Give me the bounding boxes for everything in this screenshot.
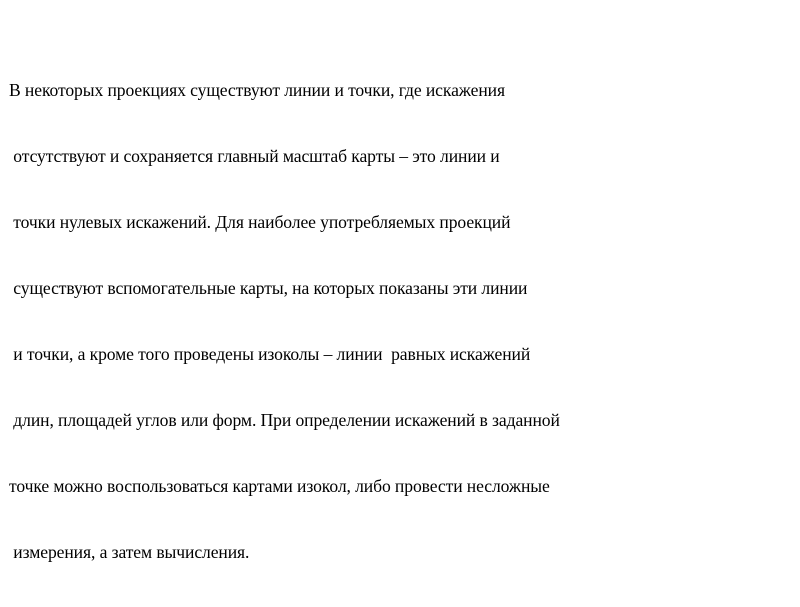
text-line: точке можно воспользоваться картами изокол, либо провести несложные (9, 476, 550, 496)
text-line: точки нулевых искажений. Для наиболее употребляемых проекций (9, 212, 511, 232)
text-line: длин, площадей углов или форм. При определении искажений в заданной (9, 410, 560, 430)
text-line: измерения, а затем вычисления. (9, 542, 250, 562)
body-text (9, 35, 769, 607)
text-line: отсутствуют и сохраняется главный масштаб карты – это линии и (9, 146, 500, 166)
text-line: существуют вспомогательные карты, на которых показаны эти линии (9, 278, 528, 298)
text-line: В некоторых проекциях существуют линии и точки, где искажения (9, 80, 505, 100)
text-line: и точки, а кроме того проведены изоколы – линии равных искажений (9, 344, 531, 364)
